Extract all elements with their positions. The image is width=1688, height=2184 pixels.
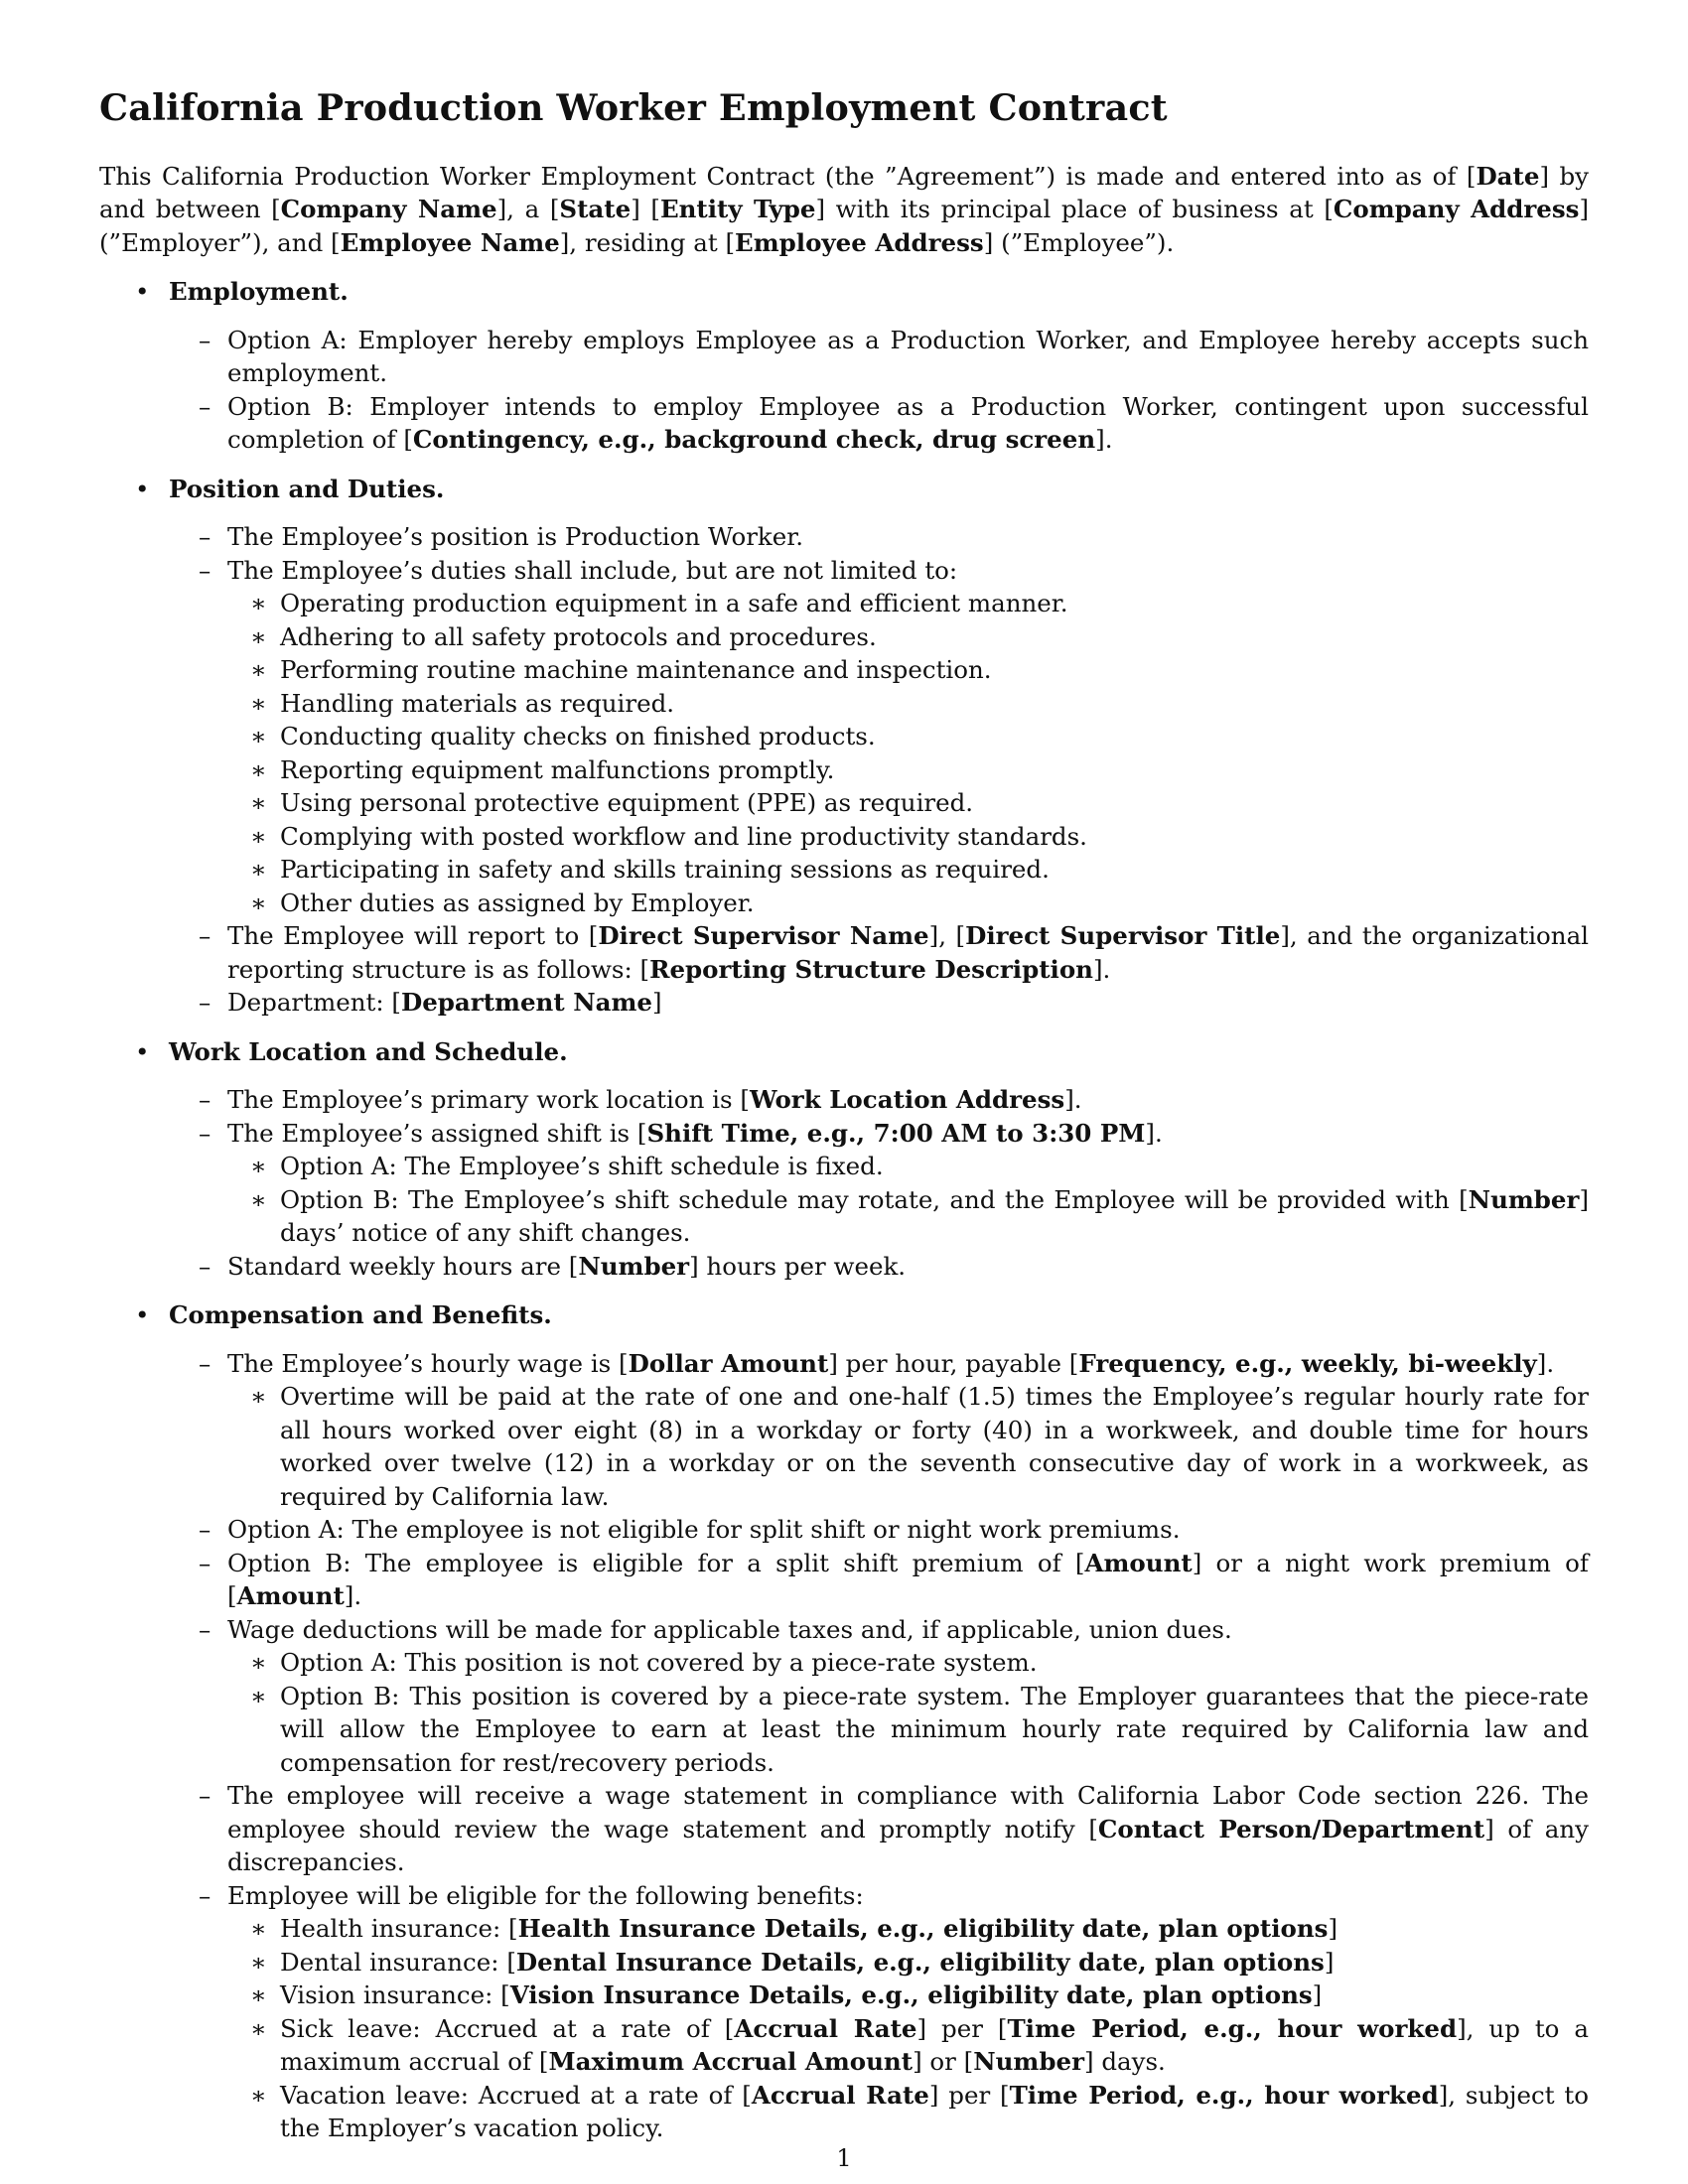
text-run: Overtime will be paid at the rate of one and one-half (1.5) times the Employee’s regular hourly rate for all hours worked over eight (8) in a workday or forty (40) in a workweek, and double time for hours worked over twelve (12) in a workday or on the seventh consecutive day of work in a workweek, as required by California law.	[280, 1382, 1589, 1511]
text-run: ] days.	[1083, 2047, 1166, 2077]
list-item	[99, 390, 1589, 457]
text-run: Reporting equipment malfunctions promptly.	[280, 754, 835, 784]
placeholder-field: Number	[1468, 1184, 1580, 1214]
text-run: Option B: The employee is eligible for a split shift premium of [	[227, 1548, 1085, 1577]
section	[99, 1035, 1589, 1284]
text-run: Option A: The Employee’s shift schedule is fixed.	[280, 1152, 884, 1181]
asterisk-icon: ∗	[250, 1152, 267, 1181]
text-run: ]	[651, 988, 662, 1018]
text-run: ] days’ notice of any shift changes.	[280, 1184, 1589, 1248]
text-run: ] (”Employee”).	[983, 227, 1175, 257]
placeholder-field: Vision Insurance Details, e.g., eligibility date, plan options	[509, 1980, 1313, 2010]
sub-list-item	[99, 820, 1589, 854]
placeholder-field: Direct Supervisor Name	[598, 921, 929, 951]
sub-list-item	[99, 1946, 1589, 1979]
list-item	[99, 520, 1589, 554]
text-run: Option A: Employer hereby employs Employee as a Production Worker, and Employee hereby accepts such employment.	[227, 325, 1589, 388]
asterisk-icon: ∗	[250, 2013, 267, 2043]
asterisk-icon: ∗	[250, 855, 267, 885]
placeholder-field: Accrual Rate	[751, 2080, 929, 2110]
placeholder-field: Entity Type	[659, 195, 816, 224]
text-run: ] of any discrepancies.	[227, 1814, 1589, 1877]
sub-list-item	[99, 1680, 1589, 1780]
sub-list-item	[99, 2079, 1589, 2145]
text-run: Option A: The employee is not eligible for split shift or night work premiums.	[227, 1515, 1181, 1545]
dash-icon: –	[199, 1515, 211, 1545]
list-item	[99, 324, 1589, 390]
page-number: 1	[836, 2144, 852, 2172]
text-run: ] (”Employer”), and [	[99, 195, 1589, 257]
text-run: Complying with posted workflow and line productivity standards.	[280, 821, 1087, 851]
section-title: Position and Duties.	[169, 474, 445, 503]
asterisk-icon: ∗	[250, 754, 267, 784]
text-run: ] with its principal place of business at [	[815, 195, 1334, 224]
text-run: ], residing at [	[559, 227, 736, 257]
intro-paragraph	[99, 160, 1589, 260]
text-run: Conducting quality checks on finished products.	[280, 722, 876, 751]
placeholder-field: Maximum Accrual Amount	[548, 2047, 914, 2077]
placeholder-field: Dollar Amount	[628, 1348, 829, 1378]
section-items	[99, 1083, 1589, 1283]
document-title: California Production Worker Employment Contract	[99, 86, 1168, 129]
list-item	[99, 1613, 1589, 1647]
asterisk-icon: ∗	[250, 1980, 267, 2010]
section-items	[99, 1347, 1589, 2145]
asterisk-icon: ∗	[250, 1382, 267, 1412]
placeholder-field: Number	[578, 1251, 690, 1281]
placeholder-field: Department Name	[400, 988, 652, 1018]
dash-icon: –	[199, 1085, 211, 1115]
placeholder-field: Shift Time, e.g., 7:00 AM to 3:30 PM	[646, 1118, 1146, 1148]
asterisk-icon: ∗	[250, 655, 267, 685]
section	[99, 473, 1589, 1020]
sub-list-item	[99, 1150, 1589, 1183]
text-run: ].	[1064, 1085, 1082, 1115]
text-run: Employee will be eligible for the following benefits:	[227, 1880, 864, 1910]
list-item	[99, 919, 1589, 986]
section-heading	[99, 1298, 1589, 1332]
list-item	[99, 1083, 1589, 1117]
placeholder-field: Contact Person/Department	[1097, 1814, 1485, 1843]
sub-list-item	[99, 1183, 1589, 1250]
bullet-icon: •	[135, 474, 150, 503]
list-item	[99, 986, 1589, 1020]
dash-icon: –	[199, 522, 211, 552]
text-run: ]	[1324, 1947, 1335, 1977]
asterisk-icon: ∗	[250, 688, 267, 718]
section-heading	[99, 473, 1589, 506]
text-run: The Employee’s position is Production Worker.	[227, 522, 804, 552]
dash-icon: –	[199, 391, 211, 421]
text-run: ]	[1312, 1980, 1323, 2010]
placeholder-field: Amount	[236, 1581, 345, 1611]
asterisk-icon: ∗	[250, 722, 267, 751]
text-run: ].	[1145, 1118, 1163, 1148]
text-run: The Employee’s hourly wage is [	[227, 1348, 629, 1378]
list-item	[99, 1547, 1589, 1613]
asterisk-icon: ∗	[250, 821, 267, 851]
sub-list-item	[99, 2012, 1589, 2079]
text-run: The Employee’s duties shall include, but are not limited to:	[227, 555, 958, 585]
asterisk-icon: ∗	[250, 589, 267, 618]
asterisk-icon: ∗	[250, 2080, 267, 2110]
placeholder-field: Employee Address	[735, 227, 984, 257]
text-run: ].	[344, 1581, 362, 1611]
list-item	[99, 554, 1589, 588]
section-items	[99, 520, 1589, 1020]
text-run: ], and the organizational reporting structure is as follows: [	[227, 921, 1590, 984]
text-run: Adhering to all safety protocols and procedures.	[280, 621, 877, 651]
text-run: ] [	[631, 195, 660, 224]
text-run: The employee will receive a wage statement in compliance with California Labor Code section 226. The employee should review the wage statement and promptly notify [	[227, 1781, 1589, 1843]
section-heading	[99, 1035, 1589, 1069]
bullet-icon: •	[135, 1036, 150, 1066]
text-run: Option B: This position is covered by a piece-rate system. The Employer guarantees that the piece-rate will allow the Employee to earn at least the minimum hourly rate required by California law and compensation for rest/recovery periods.	[280, 1681, 1589, 1777]
dash-icon: –	[199, 1781, 211, 1811]
text-run: Dental insurance: [	[280, 1947, 516, 1977]
text-run: Option B: Employer intends to employ Employee as a Production Worker, contingent upon successful completion of [	[227, 391, 1589, 455]
text-run: ]	[1328, 1914, 1338, 1944]
text-run: ], up to a maximum accrual of [	[280, 2013, 1590, 2077]
placeholder-field: Amount	[1084, 1548, 1193, 1577]
dash-icon: –	[199, 988, 211, 1018]
asterisk-icon: ∗	[250, 1947, 267, 1977]
section-list	[99, 275, 1589, 2145]
sub-list-item	[99, 887, 1589, 920]
sub-list-item	[99, 1380, 1589, 1513]
text-run: Wage deductions will be made for applicable taxes and, if applicable, union dues.	[227, 1614, 1232, 1644]
text-run: ], subject to the Employer’s vacation policy.	[280, 2080, 1590, 2143]
dash-icon: –	[199, 325, 211, 354]
text-run: ] per [	[928, 2080, 1010, 2110]
placeholder-field: Number	[973, 2047, 1084, 2077]
section-title: Work Location and Schedule.	[169, 1036, 568, 1066]
text-run: ] or a night work premium of [	[227, 1548, 1589, 1611]
dash-icon: –	[199, 921, 211, 951]
list-item	[99, 1779, 1589, 1879]
sub-list-item	[99, 1646, 1589, 1680]
text-run: ].	[1536, 1348, 1555, 1378]
dash-icon: –	[199, 555, 211, 585]
text-run: ] per hour, payable [	[828, 1348, 1079, 1378]
placeholder-field: Direct Supervisor Title	[965, 921, 1281, 951]
asterisk-icon: ∗	[250, 1648, 267, 1678]
sub-list-item	[99, 620, 1589, 654]
bullet-icon: •	[135, 1300, 150, 1330]
text-run: ], a [	[496, 195, 560, 224]
text-run: Using personal protective equipment (PPE) as required.	[280, 788, 974, 818]
text-run: ] hours per week.	[689, 1251, 907, 1281]
asterisk-icon: ∗	[250, 1681, 267, 1710]
text-run: The Employee will report to [	[227, 921, 599, 951]
placeholder-field: Accrual Rate	[734, 2013, 917, 2043]
placeholder-field: Company Address	[1333, 195, 1580, 224]
text-run: ] or [	[913, 2047, 974, 2077]
asterisk-icon: ∗	[250, 788, 267, 818]
text-run: Vacation leave: Accrued at a rate of [	[280, 2080, 752, 2110]
section-items	[99, 324, 1589, 457]
placeholder-field: State	[559, 195, 632, 224]
text-run: Option A: This position is not covered by a piece-rate system.	[280, 1648, 1038, 1678]
text-run: ].	[1093, 954, 1111, 984]
dash-icon: –	[199, 1880, 211, 1910]
list-item	[99, 1117, 1589, 1151]
sub-list-item	[99, 720, 1589, 753]
text-run: ].	[1095, 425, 1113, 455]
placeholder-field: Frequency, e.g., weekly, bi-weekly	[1078, 1348, 1537, 1378]
text-run: Vision insurance: [	[280, 1980, 510, 2010]
placeholder-field: Contingency, e.g., background check, drug screen	[412, 425, 1096, 455]
sub-list-item	[99, 786, 1589, 820]
placeholder-field: Company Name	[280, 195, 497, 224]
text-run: Standard weekly hours are [	[227, 1251, 579, 1281]
placeholder-field: Dental Insurance Details, e.g., eligibility date, plan options	[515, 1947, 1325, 1977]
text-run: This California Production Worker Employment Contract (the ”Agreement”) is made and entered into as of [	[99, 161, 1477, 191]
placeholder-field: Time Period, e.g., hour worked	[1007, 2013, 1458, 2043]
text-run: Handling materials as required.	[280, 688, 675, 718]
sub-list-item	[99, 753, 1589, 787]
dash-icon: –	[199, 1118, 211, 1148]
placeholder-field: Work Location Address	[749, 1085, 1065, 1115]
document-body	[99, 160, 1589, 2145]
text-run: Health insurance: [	[280, 1914, 518, 1944]
placeholder-field: Health Insurance Details, e.g., eligibility date, plan options	[517, 1914, 1329, 1944]
text-run: The Employee’s assigned shift is [	[227, 1118, 647, 1148]
section-title: Employment.	[169, 277, 349, 307]
sub-list-item	[99, 1912, 1589, 1946]
text-run: Sick leave: Accrued at a rate of [	[280, 2013, 735, 2043]
text-run: Participating in safety and skills training sessions as required.	[280, 855, 1050, 885]
placeholder-field: Employee Name	[340, 227, 560, 257]
sub-list-item	[99, 853, 1589, 887]
dash-icon: –	[199, 1348, 211, 1378]
asterisk-icon: ∗	[250, 1184, 267, 1214]
sub-list-item	[99, 1979, 1589, 2012]
asterisk-icon: ∗	[250, 1914, 267, 1944]
text-run: ] by and between [	[99, 161, 1589, 224]
dash-icon: –	[199, 1614, 211, 1644]
text-run: ], [	[928, 921, 966, 951]
dash-icon: –	[199, 1548, 211, 1577]
text-run: ] per [	[916, 2013, 1008, 2043]
placeholder-field: Time Period, e.g., hour worked	[1009, 2080, 1439, 2110]
list-item	[99, 1250, 1589, 1284]
text-run: The Employee’s primary work location is [	[227, 1085, 750, 1115]
section	[99, 275, 1589, 457]
text-run: Option B: The Employee’s shift schedule may rotate, and the Employee will be provided with [	[280, 1184, 1469, 1214]
dash-icon: –	[199, 1251, 211, 1281]
list-item	[99, 1513, 1589, 1547]
text-run: Other duties as assigned by Employer.	[280, 887, 755, 917]
text-run: Operating production equipment in a safe and efficient manner.	[280, 589, 1068, 618]
section-heading	[99, 275, 1589, 309]
section-title: Compensation and Benefits.	[169, 1300, 552, 1330]
sub-list-item	[99, 687, 1589, 721]
text-run: Department: [	[227, 988, 401, 1018]
list-item	[99, 1879, 1589, 1913]
asterisk-icon: ∗	[250, 887, 267, 917]
text-run: Performing routine machine maintenance and inspection.	[280, 655, 992, 685]
placeholder-field: Reporting Structure Description	[649, 954, 1093, 984]
sub-list-item	[99, 587, 1589, 620]
section	[99, 1298, 1589, 2145]
list-item	[99, 1347, 1589, 1381]
bullet-icon: •	[135, 277, 150, 307]
sub-list-item	[99, 653, 1589, 687]
asterisk-icon: ∗	[250, 621, 267, 651]
placeholder-field: Date	[1476, 161, 1540, 191]
